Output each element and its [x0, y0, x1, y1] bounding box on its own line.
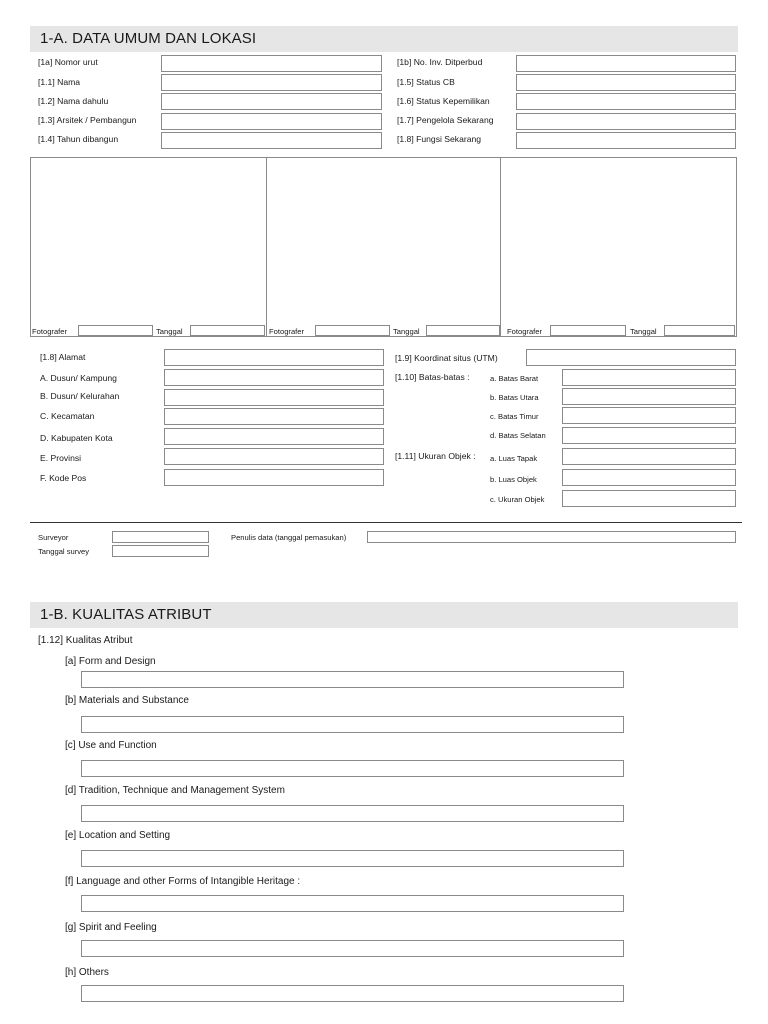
- tahun-dibangun-field[interactable]: [161, 132, 382, 149]
- field-label-nama-dahulu: [1.2] Nama dahulu: [38, 96, 109, 106]
- section-b-header: [30, 602, 738, 628]
- address-label-provinsi: E. Provinsi: [40, 453, 82, 463]
- photo-1-tanggal-field[interactable]: [190, 325, 265, 336]
- photo-3-fotografer-field[interactable]: [550, 325, 626, 336]
- photo-3-tanggal-label: Tanggal: [630, 327, 657, 336]
- address-label-kabupaten: D. Kabupaten Kota: [40, 433, 113, 443]
- batas-selatan-label: d. Batas Selatan: [490, 431, 546, 440]
- ukuran-objek-label: c. Ukuran Objek: [490, 495, 545, 504]
- photo-2-fotografer-label: Fotografer: [269, 327, 305, 336]
- penulis-data-field[interactable]: [367, 531, 736, 543]
- nama-dahulu-field[interactable]: [161, 93, 382, 110]
- surveyor-label: Surveyor: [38, 533, 69, 542]
- batas-barat-label: a. Batas Barat: [490, 374, 539, 383]
- luas-objek-field[interactable]: [562, 469, 736, 486]
- photo-1-fotografer-label: Fotografer: [32, 327, 68, 336]
- nama-field[interactable]: [161, 74, 382, 91]
- section-b-title: 1-B. KUALITAS ATRIBUT: [40, 606, 212, 623]
- no-inv-field[interactable]: [516, 55, 736, 72]
- field-label-arsitek: [1.3] Arsitek / Pembangun: [38, 115, 137, 125]
- field-label-pengelola: [1.7] Pengelola Sekarang: [397, 115, 494, 125]
- status-kepemilikan-field[interactable]: [516, 93, 736, 110]
- luas-tapak-label: a. Luas Tapak: [490, 454, 538, 463]
- luas-objek-label: b. Luas Objek: [490, 475, 537, 484]
- location-setting-field[interactable]: [81, 850, 624, 867]
- batas-timur-label: c. Batas Timur: [490, 412, 539, 421]
- arsitek-field[interactable]: [161, 113, 382, 130]
- address-label-dusun-kelurahan: B. Dusun/ Kelurahan: [40, 391, 120, 401]
- dusun-kelurahan-field[interactable]: [164, 389, 384, 406]
- ukuran-objek-field[interactable]: [562, 490, 736, 507]
- kabupaten-field[interactable]: [164, 428, 384, 445]
- ukuran-title: [1.11] Ukuran Objek :: [395, 451, 476, 461]
- field-label-status-kepemilikan: [1.6] Status Kepemilikan: [397, 96, 490, 106]
- address-label-kode-pos: F. Kode Pos: [40, 473, 87, 483]
- attr-label-location: [e] Location and Setting: [65, 830, 171, 841]
- field-label-status-cb: [1.5] Status CB: [397, 77, 455, 87]
- batas-barat-field[interactable]: [562, 369, 736, 386]
- tanggal-survey-field[interactable]: [112, 545, 209, 557]
- attr-label-tradition: [d] Tradition, Technique and Management System: [65, 785, 285, 796]
- photo-3-fotografer-label: Fotografer: [507, 327, 543, 336]
- field-label-nomor-urut: [1a] Nomor urut: [38, 57, 98, 67]
- photo-frame-2[interactable]: [266, 157, 501, 337]
- photo-3-tanggal-field[interactable]: [664, 325, 735, 336]
- field-label-fungsi: [1.8] Fungsi Sekarang: [397, 134, 482, 144]
- field-label-no-inv: [1b] No. Inv. Ditperbud: [397, 57, 483, 67]
- address-label-kecamatan: C. Kecamatan: [40, 411, 95, 421]
- batas-utara-field[interactable]: [562, 388, 736, 405]
- batas-selatan-field[interactable]: [562, 427, 736, 444]
- field-label-nama: [1.1] Nama: [38, 77, 81, 87]
- photo-2-fotografer-field[interactable]: [315, 325, 390, 336]
- provinsi-field[interactable]: [164, 448, 384, 465]
- fungsi-field[interactable]: [516, 132, 736, 149]
- batas-title: [1.10] Batas-batas :: [395, 372, 470, 382]
- tradition-field[interactable]: [81, 805, 624, 822]
- tanggal-survey-label: Tanggal survey: [38, 547, 90, 556]
- photo-1-fotografer-field[interactable]: [78, 325, 153, 336]
- materials-field[interactable]: [81, 716, 624, 733]
- photo-2-tanggal-label: Tanggal: [393, 327, 420, 336]
- photo-frame-3[interactable]: [500, 157, 737, 337]
- attr-label-materials: [b] Materials and Substance: [65, 695, 189, 706]
- form-design-field[interactable]: [81, 671, 624, 688]
- address-label-dusun-kampung: A. Dusun/ Kampung: [40, 373, 117, 383]
- spirit-feeling-field[interactable]: [81, 940, 624, 957]
- kualitas-atribut-subtitle: [1.12] Kualitas Atribut: [38, 635, 133, 646]
- kecamatan-field[interactable]: [164, 408, 384, 425]
- kode-pos-field[interactable]: [164, 469, 384, 486]
- language-field[interactable]: [81, 895, 624, 912]
- attr-label-spirit: [g] Spirit and Feeling: [65, 922, 157, 933]
- luas-tapak-field[interactable]: [562, 448, 736, 465]
- alamat-field[interactable]: [164, 349, 384, 366]
- photo-1-tanggal-label: Tanggal: [156, 327, 183, 336]
- photo-2-tanggal-field[interactable]: [426, 325, 500, 336]
- batas-utara-label: b. Batas Utara: [490, 393, 539, 402]
- field-label-tahun-dibangun: [1.4] Tahun dibangun: [38, 134, 119, 144]
- nomor-urut-field[interactable]: [161, 55, 382, 72]
- penulis-data-label: Penulis data (tanggal pemasukan): [231, 533, 347, 542]
- section-a-title: 1-A. DATA UMUM DAN LOKASI: [40, 30, 257, 47]
- surveyor-field[interactable]: [112, 531, 209, 543]
- batas-timur-field[interactable]: [562, 407, 736, 424]
- attr-label-form-design: [a] Form and Design: [65, 656, 156, 667]
- status-cb-field[interactable]: [516, 74, 736, 91]
- section-divider: [30, 522, 742, 523]
- attr-label-use-function: [c] Use and Function: [65, 740, 157, 751]
- alamat-title: [1.8] Alamat: [40, 352, 86, 362]
- koordinat-field[interactable]: [526, 349, 736, 366]
- use-function-field[interactable]: [81, 760, 624, 777]
- koordinat-label: [1.9] Koordinat situs (UTM): [395, 353, 498, 363]
- photo-frame-1[interactable]: [30, 157, 267, 337]
- others-field[interactable]: [81, 985, 624, 1002]
- attr-label-language: [f] Language and other Forms of Intangible Heritage :: [65, 876, 301, 887]
- section-a-header: [30, 26, 738, 52]
- pengelola-field[interactable]: [516, 113, 736, 130]
- dusun-kampung-field[interactable]: [164, 369, 384, 386]
- attr-label-others: [h] Others: [65, 967, 109, 978]
